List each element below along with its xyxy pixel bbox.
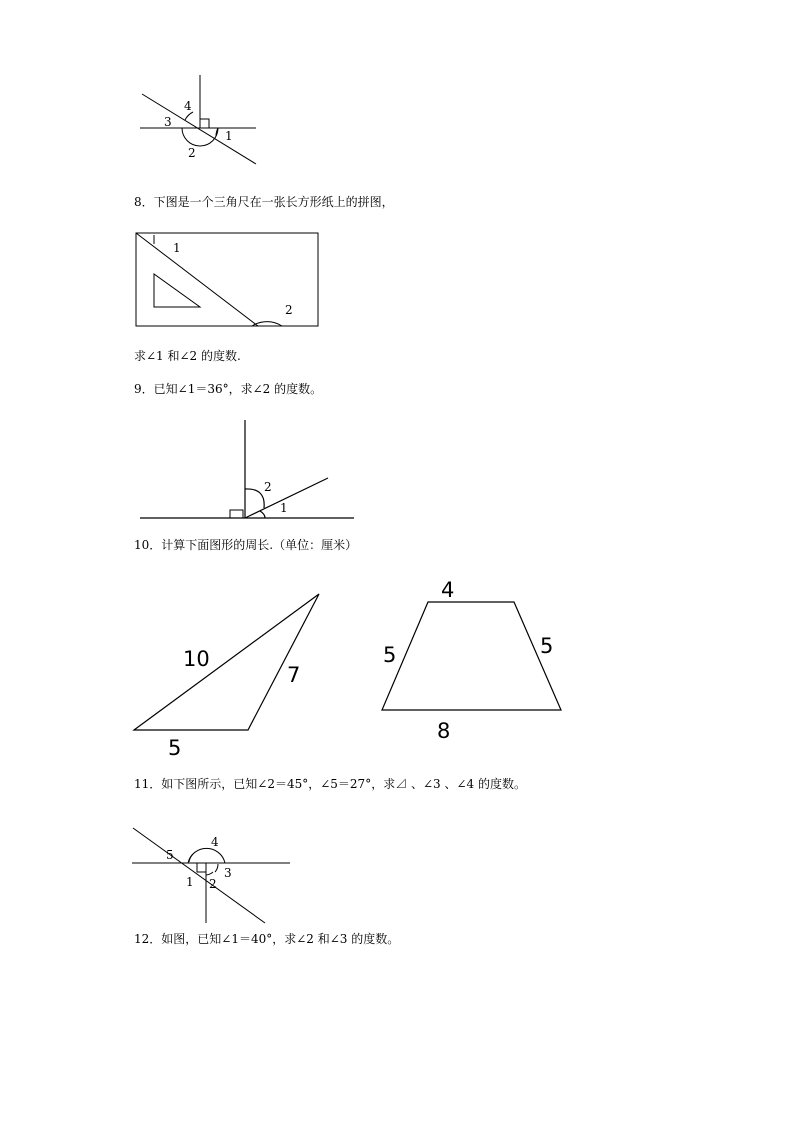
angle-label-2: 2 (264, 480, 272, 494)
question-8-followup: 求∠1 和∠2 的度数. (134, 349, 241, 363)
angle-label-4: 4 (184, 99, 192, 113)
angle-label-2: 2 (188, 146, 196, 160)
question-9-text: 9．已知∠1＝36°，求∠2 的度数。 (134, 382, 323, 396)
trapezoid-top-4: 4 (441, 578, 455, 602)
trapezoid-right-5: 5 (540, 634, 554, 658)
angle-label-1: 1 (280, 501, 288, 515)
figure-q11-angles (130, 826, 295, 926)
figure-q9-angles (138, 418, 360, 523)
angle-label-1: 1 (225, 129, 233, 143)
triangle-side-10: 10 (183, 647, 210, 671)
question-10-text: 10．计算下面图形的周长.（单位：厘米） (134, 538, 358, 552)
question-12-text: 12．如图，已知∠1＝40°，求∠2 和∠3 的度数。 (134, 932, 400, 946)
angle-label-1: 1 (173, 241, 181, 255)
triangle-side-7: 7 (287, 663, 301, 687)
figure-angles-top (130, 70, 270, 170)
trapezoid-bottom-8: 8 (437, 719, 451, 743)
triangle-side-5: 5 (168, 736, 182, 760)
question-8-text: 8．下图是一个三角尺在一张长方形纸上的拼图， (134, 195, 394, 209)
angle-label-2: 2 (285, 303, 293, 317)
figure-q10-triangle (128, 588, 328, 763)
question-11-text: 11．如下图所示，已知∠2＝45°，∠5＝27°，求⊿ 、∠3 、∠4 的度数。 (134, 777, 527, 791)
angle-label-3: 3 (224, 866, 232, 880)
angle-label-4: 4 (211, 835, 219, 849)
figure-q8-triangle-ruler (130, 228, 330, 332)
angle-label-2: 2 (209, 877, 217, 891)
angle-label-5: 5 (166, 848, 174, 862)
angle-label-1: 1 (186, 875, 194, 889)
angle-label-3: 3 (164, 115, 172, 129)
trapezoid-left-5: 5 (383, 643, 397, 667)
figure-q10-trapezoid (376, 574, 566, 749)
